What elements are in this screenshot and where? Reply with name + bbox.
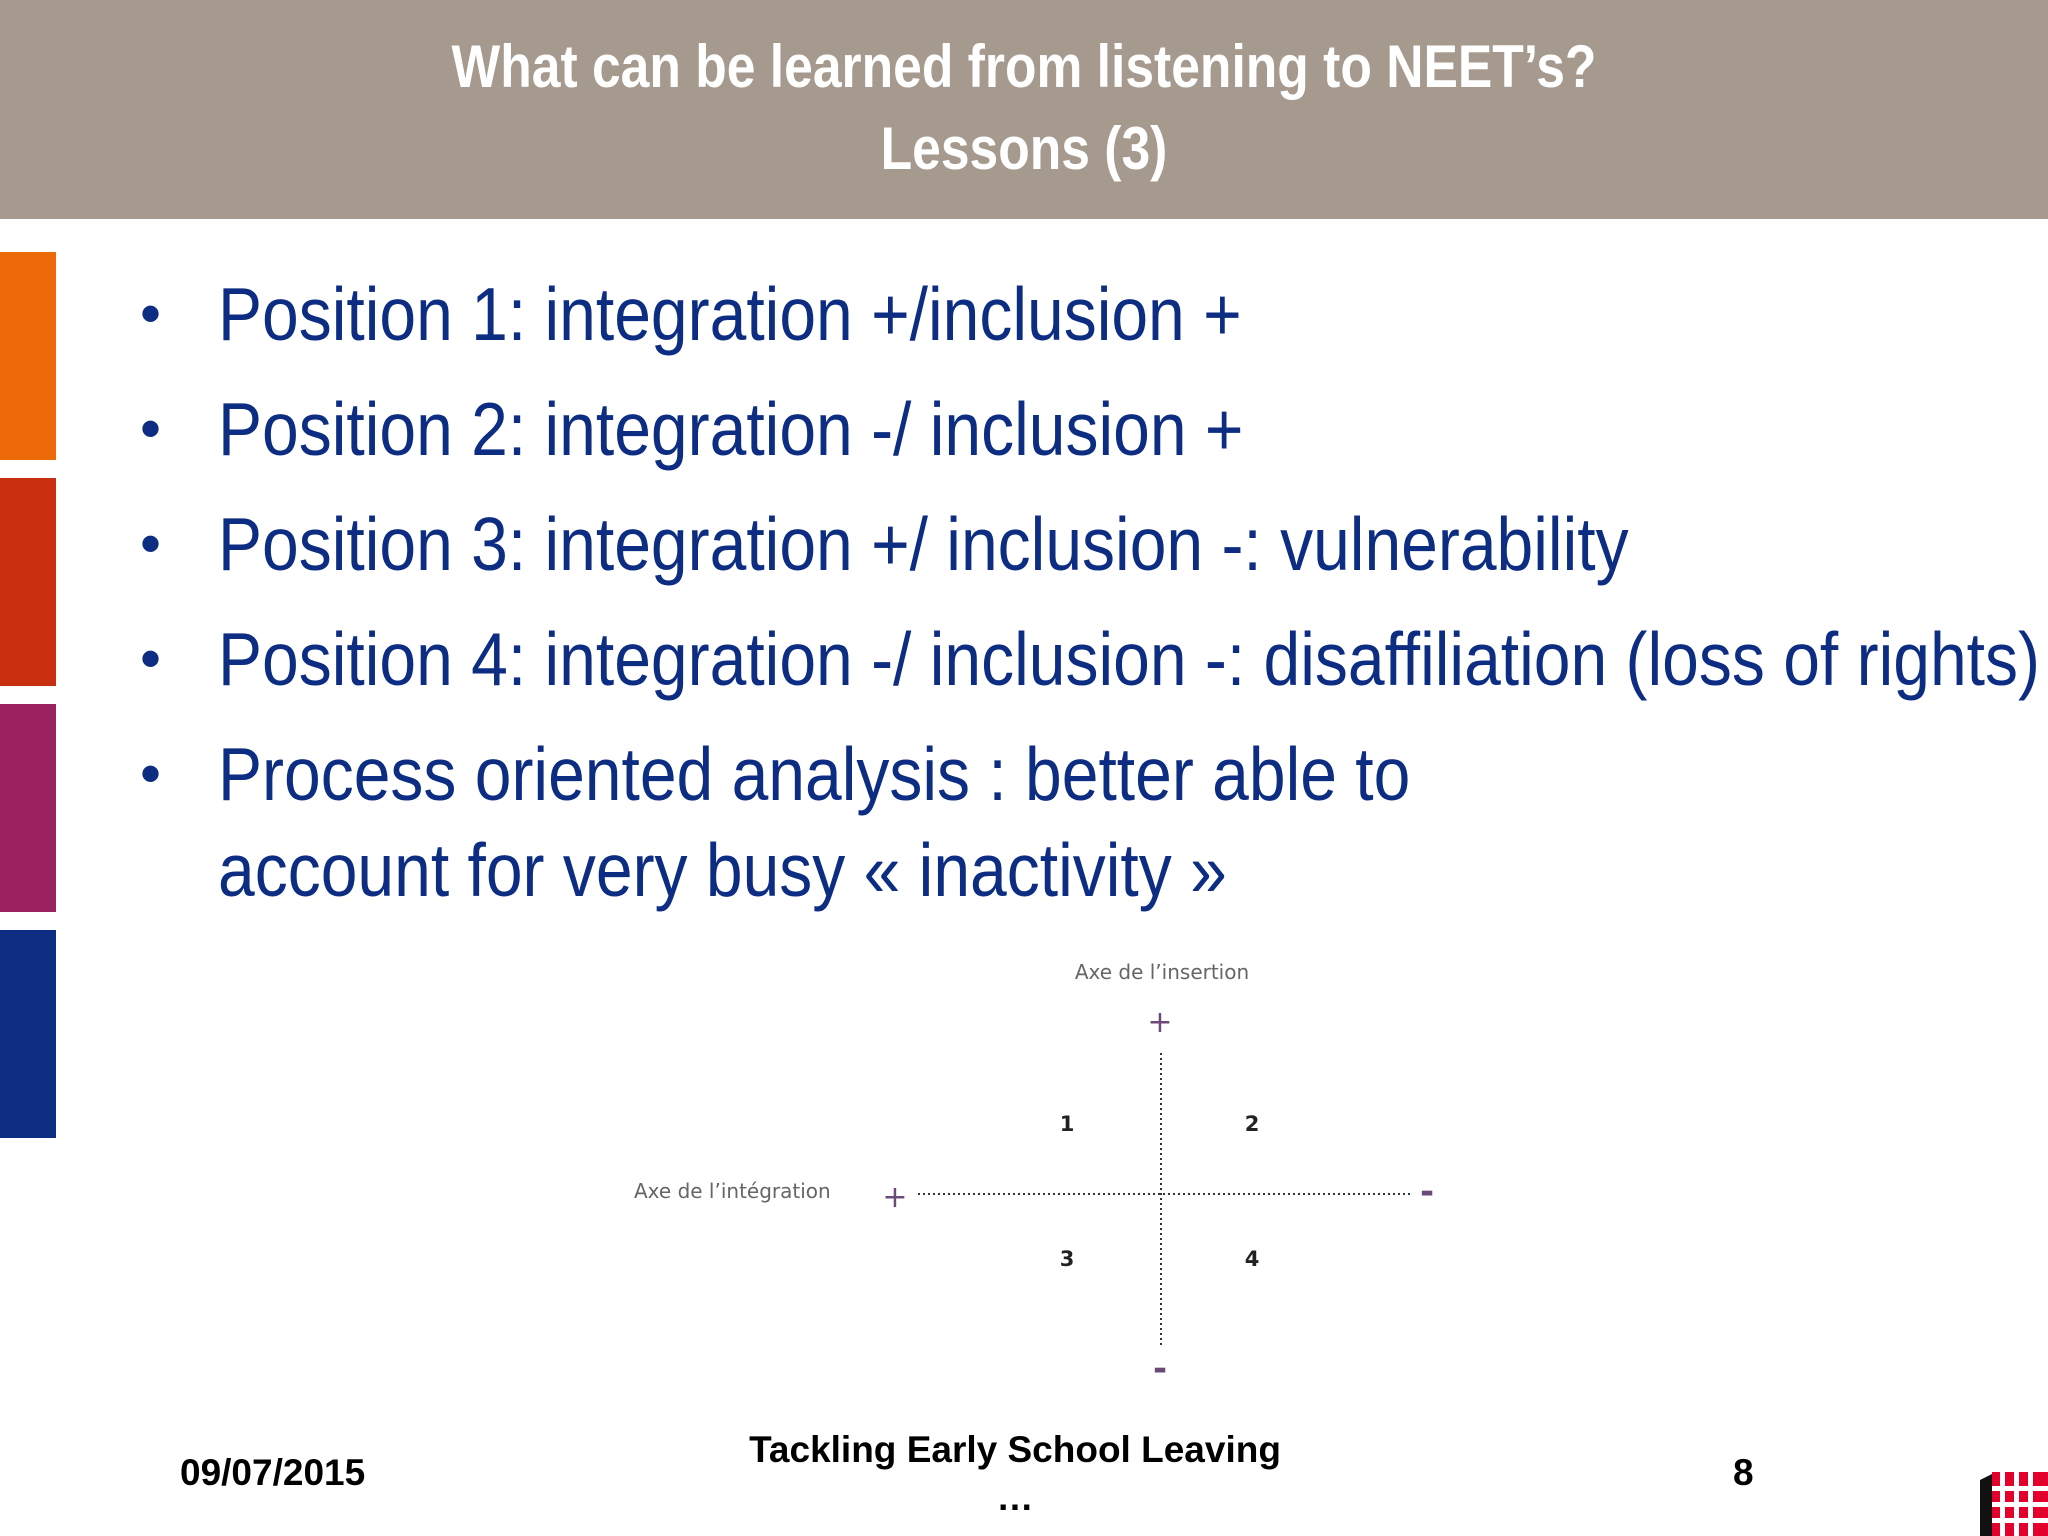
quadrant-4-label: 4 bbox=[1244, 1247, 1260, 1271]
accent-stripe-purple bbox=[0, 704, 56, 912]
bullet-item bbox=[140, 611, 2040, 707]
accent-stripe-red bbox=[0, 478, 56, 686]
axis-horizontal-label: Axe de l’intégration bbox=[634, 1179, 831, 1203]
university-logo-icon bbox=[1978, 1468, 2048, 1536]
footer-title bbox=[700, 1426, 1330, 1522]
bullet-marker: • bbox=[140, 740, 162, 807]
quadrant-1-label: 1 bbox=[1059, 1112, 1075, 1136]
bullet-text: Position 2: integration -/ inclusion + bbox=[218, 387, 1244, 471]
quadrant-2-label: 2 bbox=[1244, 1112, 1260, 1136]
bullet-item bbox=[140, 726, 2040, 918]
bottom-sign: - bbox=[1152, 1349, 1168, 1389]
quadrant-3-label: 3 bbox=[1059, 1247, 1075, 1271]
bullet-item bbox=[140, 496, 2040, 592]
bullet-marker: • bbox=[140, 625, 162, 692]
axis-vertical-label: Axe de l’insertion bbox=[1074, 960, 1250, 984]
top-sign: + bbox=[1147, 1005, 1173, 1040]
right-sign: - bbox=[1419, 1172, 1435, 1212]
slide-header bbox=[0, 0, 2048, 219]
footer-title-line1: Tackling Early School Leaving bbox=[749, 1429, 1281, 1470]
left-sign: + bbox=[882, 1180, 908, 1215]
integration-insertion-diagram bbox=[600, 945, 1500, 1395]
bullet-text: Position 3: integration +/ inclusion -: vulnerability bbox=[218, 502, 1629, 586]
accent-stripe-orange bbox=[0, 252, 56, 460]
bullet-marker: • bbox=[140, 280, 162, 347]
bullet-list bbox=[140, 266, 2040, 937]
bullet-text: Process oriented analysis : better able to account for very busy « inactivity » bbox=[218, 732, 1411, 912]
slide-title-line2: Lessons (3) bbox=[880, 115, 1168, 182]
bullet-item bbox=[140, 381, 2040, 477]
footer-date: 09/07/2015 bbox=[180, 1452, 366, 1493]
page-number: 8 bbox=[1733, 1452, 1754, 1493]
bullet-marker: • bbox=[140, 510, 162, 577]
bullet-text: Position 1: integration +/inclusion + bbox=[218, 272, 1242, 356]
slide-title-line1: What can be learned from listening to NEET’s? bbox=[451, 33, 1597, 100]
bullet-marker: • bbox=[140, 395, 162, 462]
accent-stripe-blue bbox=[0, 930, 56, 1138]
bullet-text: Position 4: integration -/ inclusion -: disaffiliation (loss of rights) bbox=[218, 617, 2040, 701]
bullet-item bbox=[140, 266, 2040, 362]
footer-title-line2: … bbox=[996, 1477, 1034, 1518]
